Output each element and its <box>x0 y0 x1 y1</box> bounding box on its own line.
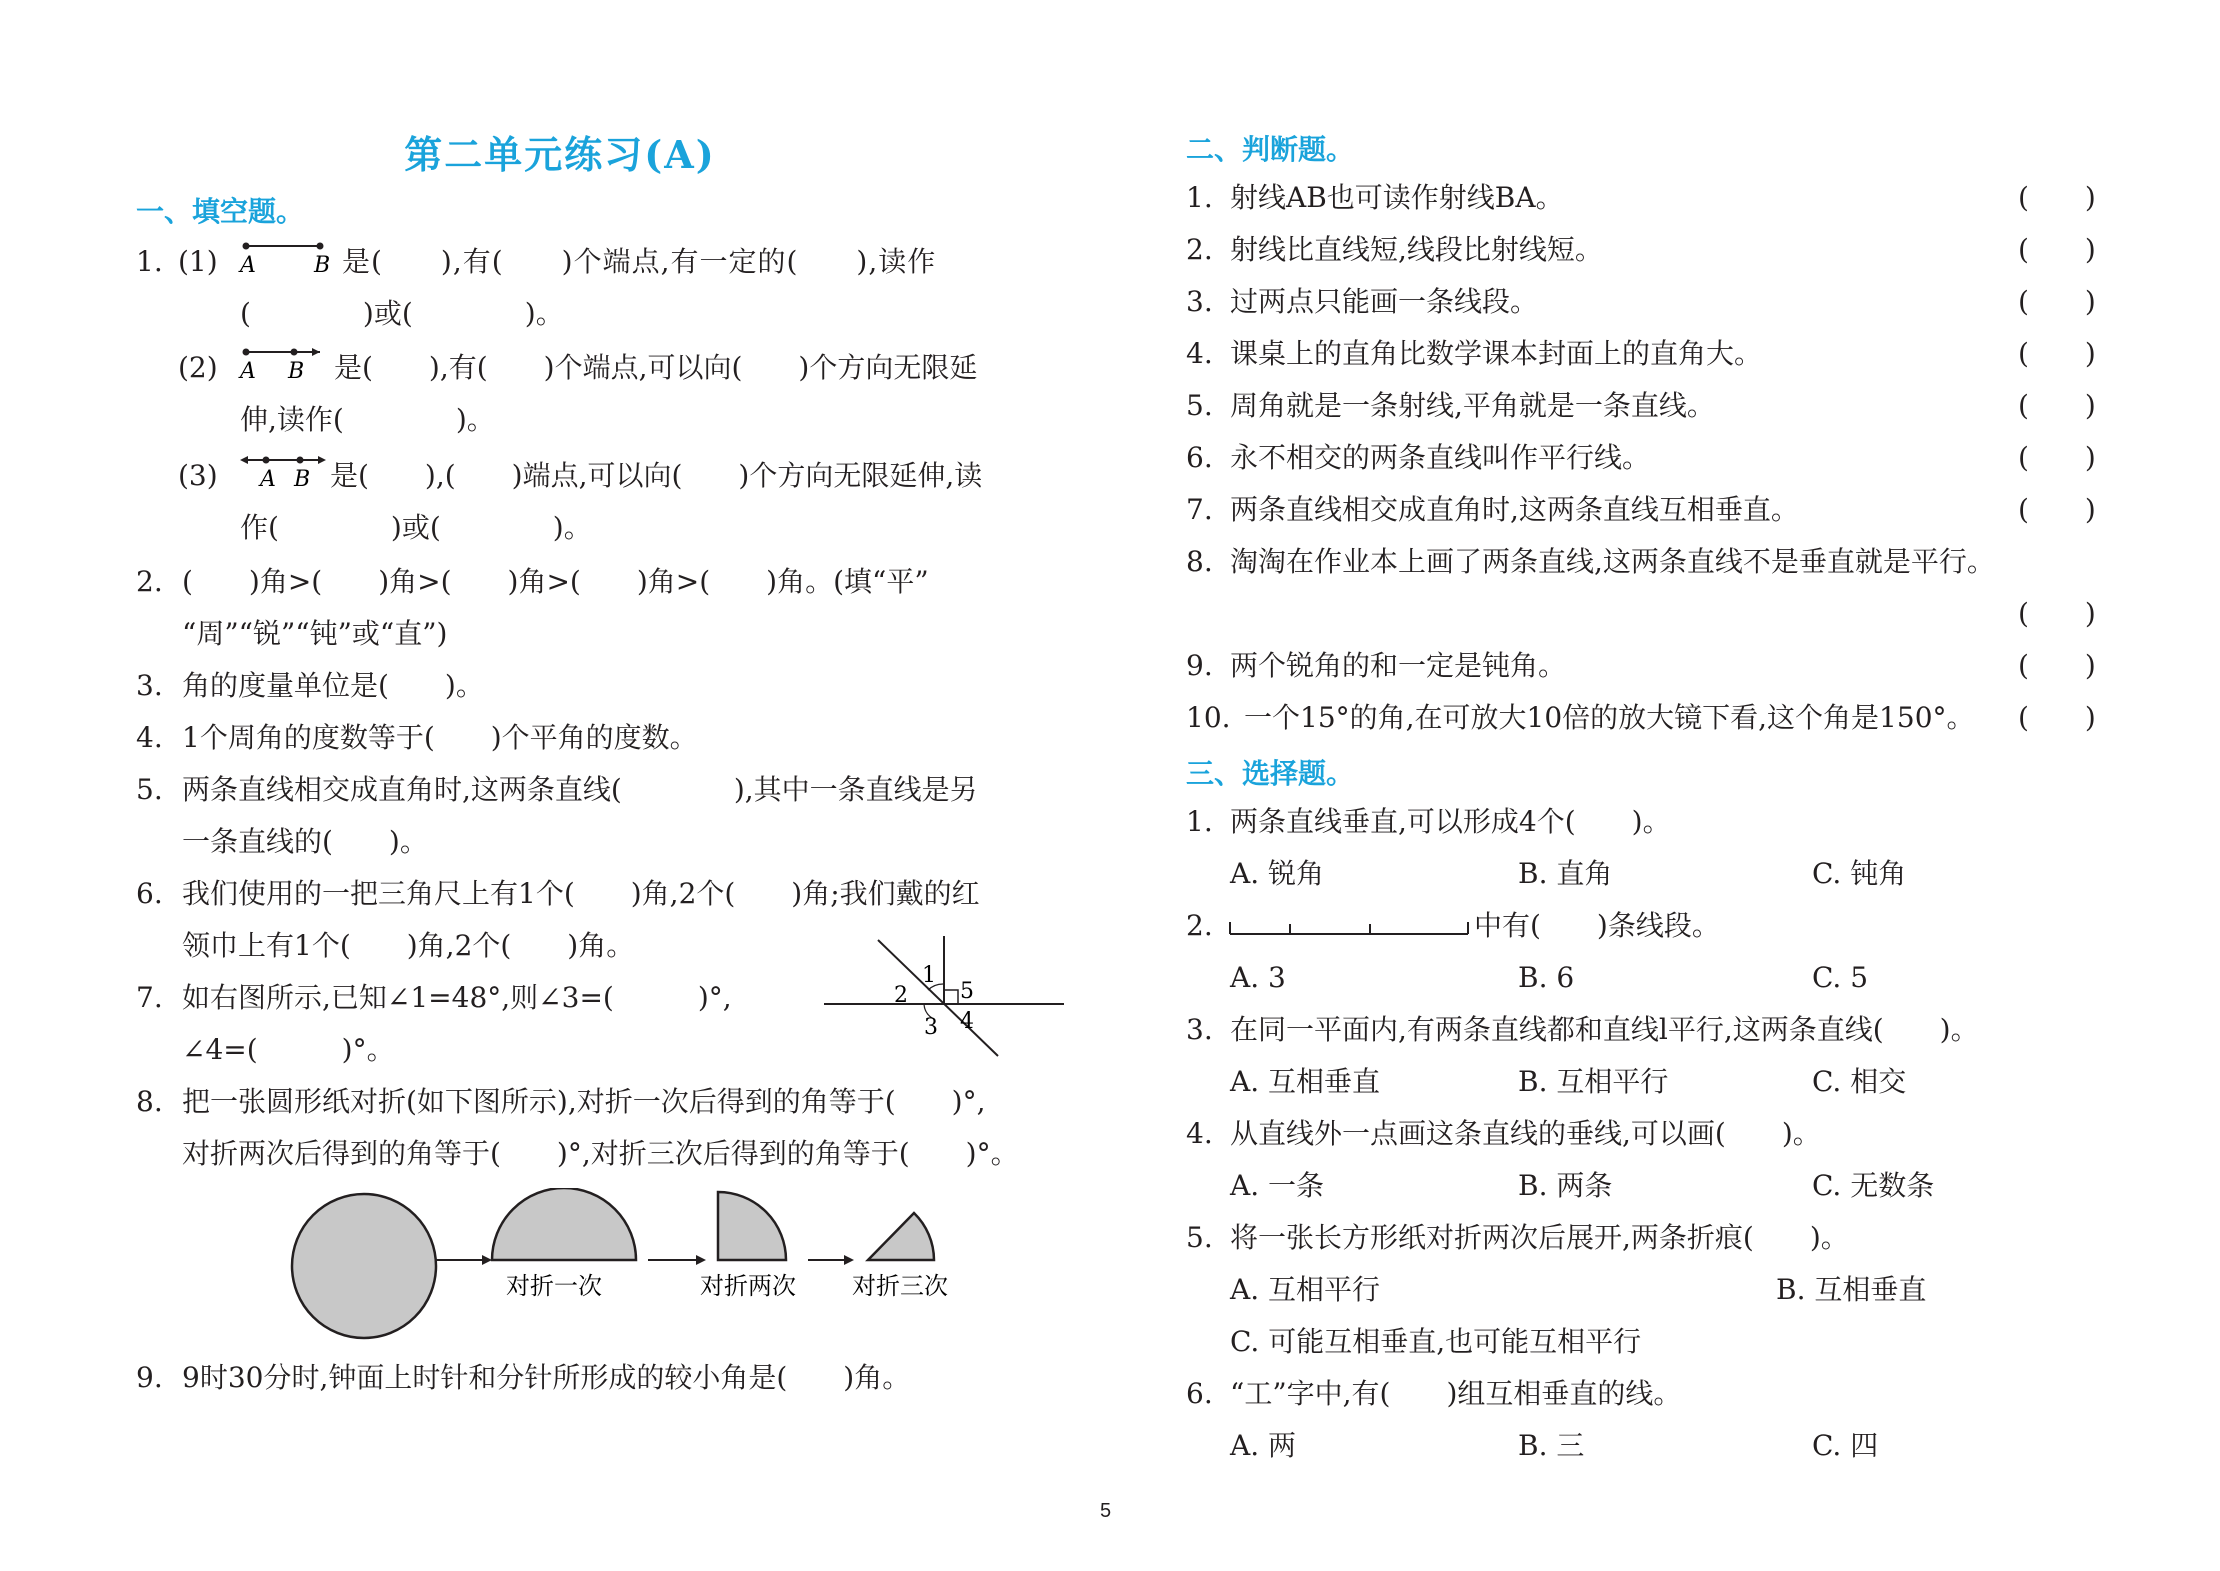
c5-option-c[interactable]: C. 可能互相垂直,也可能互相平行 <box>1230 1325 1642 1358</box>
q5-number: 5. <box>136 773 163 806</box>
c1-option-b[interactable]: B. 直角 <box>1518 857 1613 890</box>
q1-sub1-text: 是( ),有( )个端点,有一定的( ),读作 <box>342 245 937 278</box>
line-ab-figure <box>236 450 336 494</box>
q1-sub2-label: (2) <box>178 351 218 384</box>
section3-heading: 三、选择题。 <box>1186 757 1355 790</box>
c3-option-c[interactable]: C. 相交 <box>1812 1065 1907 1098</box>
judge-item-1-text: 射线AB也可读作射线BA。 <box>1230 181 1564 214</box>
q1-sub2-text: 是( ),有( )个端点,可以向( )个方向无限延 <box>334 351 978 384</box>
c6-number: 6. <box>1186 1377 1213 1410</box>
angle-2-label: 2 <box>894 983 908 1008</box>
c2-text: 中有( )条线段。 <box>1474 909 1720 942</box>
judge-item-7-number: 7. <box>1186 493 1213 526</box>
intersecting-lines-figure <box>820 930 1070 1060</box>
q3-text: 角的度量单位是( )。 <box>182 669 484 702</box>
q2-text: ( )角>( )角>( )角>( )角>( )角。(填“平” <box>182 565 929 598</box>
judge-item-10-text: 一个15°的角,在可放大10倍的放大镜下看,这个角是150°。 <box>1244 701 1975 734</box>
q1-sub2-cont: 伸,读作( )。 <box>240 403 495 436</box>
q9-number: 9. <box>136 1361 163 1394</box>
svg-text:B: B <box>288 359 305 384</box>
q3-number: 3. <box>136 669 163 702</box>
angle-5-label: 5 <box>960 979 974 1004</box>
judge-item-8-text: 淘淘在作业本上画了两条直线,这两条直线不是垂直就是平行。 <box>1230 545 1995 578</box>
point-b-label: B <box>314 253 331 278</box>
svg-text:A: A <box>240 359 256 384</box>
c4-text: 从直线外一点画这条直线的垂线,可以画( )。 <box>1230 1117 1821 1150</box>
judge-item-4-number: 4. <box>1186 337 1213 370</box>
judge-item-4-text: 课桌上的直角比数学课本封面上的直角大。 <box>1230 337 1763 370</box>
judge-item-5-answer-blank[interactable]: ( ) <box>2018 389 2096 422</box>
c1-text: 两条直线垂直,可以形成4个( )。 <box>1230 805 1671 838</box>
c1-number: 1. <box>1186 805 1213 838</box>
c4-option-a[interactable]: A. 一条 <box>1230 1169 1325 1202</box>
q1-sub1-label: (1) <box>178 245 218 278</box>
fold-thrice-caption: 对折三次 <box>852 1272 948 1300</box>
c3-option-a[interactable]: A. 互相垂直 <box>1230 1065 1381 1098</box>
c4-number: 4. <box>1186 1117 1213 1150</box>
angle-1-label: 1 <box>922 963 936 988</box>
segment-ab-figure <box>236 236 336 280</box>
q7-text: 如右图所示,已知∠1=48°,则∠3=( )°, <box>182 981 732 1014</box>
c4-option-b[interactable]: B. 两条 <box>1518 1169 1613 1202</box>
judge-item-6-number: 6. <box>1186 441 1213 474</box>
judge-item-1-number: 1. <box>1186 181 1213 214</box>
fold-twice-caption: 对折两次 <box>700 1272 796 1300</box>
q6-number: 6. <box>136 877 163 910</box>
c2-option-b[interactable]: B. 6 <box>1518 961 1575 994</box>
q6-cont: 领巾上有1个( )角,2个( )角。 <box>182 929 635 962</box>
c3-option-b[interactable]: B. 互相平行 <box>1518 1065 1669 1098</box>
judge-item-4-answer-blank[interactable]: ( ) <box>2018 337 2096 370</box>
q6-text: 我们使用的一把三角尺上有1个( )角,2个( )角;我们戴的红 <box>182 877 980 910</box>
q1-sub3-label: (3) <box>178 459 218 492</box>
c2-option-a[interactable]: A. 3 <box>1230 961 1286 994</box>
judge-item-2-answer-blank[interactable]: ( ) <box>2018 233 2096 266</box>
q1-sub1-cont: ( )或( )。 <box>240 297 564 330</box>
judge-item-2-number: 2. <box>1186 233 1213 266</box>
judge-item-10-number: 10. <box>1186 701 1231 734</box>
angle-3-label: 3 <box>924 1015 938 1040</box>
q9-text: 9时30分时,钟面上时针和分针所形成的较小角是( )角。 <box>182 1361 911 1394</box>
fold-once-caption: 对折一次 <box>506 1272 602 1300</box>
segment-ticks-figure <box>1228 912 1472 942</box>
judge-item-6-answer-blank[interactable]: ( ) <box>2018 441 2096 474</box>
q7-cont: ∠4=( )°。 <box>182 1033 395 1066</box>
angle-4-label: 4 <box>960 1009 974 1034</box>
judge-item-3-answer-blank[interactable]: ( ) <box>2018 285 2096 318</box>
judge-item-3-number: 3. <box>1186 285 1213 318</box>
c1-option-c[interactable]: C. 钝角 <box>1812 857 1907 890</box>
ray-ab-figure <box>236 342 336 386</box>
q4-number: 4. <box>136 721 163 754</box>
judge-item-5-text: 周角就是一条射线,平角就是一条直线。 <box>1230 389 1715 422</box>
c5-option-b[interactable]: B. 互相垂直 <box>1776 1273 1927 1306</box>
c1-option-a[interactable]: A. 锐角 <box>1230 857 1325 890</box>
q5-cont: 一条直线的( )。 <box>182 825 428 858</box>
c5-text: 将一张长方形纸对折两次后展开,两条折痕( )。 <box>1230 1221 1849 1254</box>
q8-text: 把一张圆形纸对折(如下图所示),对折一次后得到的角等于( )°, <box>182 1085 986 1118</box>
judge-item-7-answer-blank[interactable]: ( ) <box>2018 493 2096 526</box>
q8-cont: 对折两次后得到的角等于( )°,对折三次后得到的角等于( )°。 <box>182 1137 1019 1170</box>
c2-number: 2. <box>1186 909 1213 942</box>
judge-item-5-number: 5. <box>1186 389 1213 422</box>
judge-item-8-answer-blank[interactable]: ( ) <box>2018 597 2096 630</box>
svg-text:B: B <box>294 467 311 492</box>
judge-item-6-text: 永不相交的两条直线叫作平行线。 <box>1230 441 1651 474</box>
judge-item-1-answer-blank[interactable]: ( ) <box>2018 181 2096 214</box>
c3-text: 在同一平面内,有两条直线都和直线l平行,这两条直线( )。 <box>1230 1013 1979 1046</box>
c6-option-c[interactable]: C. 四 <box>1812 1429 1879 1462</box>
q2-cont: “周”“锐”“钝”或“直”) <box>182 617 448 650</box>
judge-item-9-answer-blank[interactable]: ( ) <box>2018 649 2096 682</box>
c4-option-c[interactable]: C. 无数条 <box>1812 1169 1935 1202</box>
q4-text: 1个周角的度数等于( )个平角的度数。 <box>182 721 698 754</box>
paper-folding-figure <box>286 1188 986 1348</box>
c5-option-a[interactable]: A. 互相平行 <box>1230 1273 1381 1306</box>
c5-number: 5. <box>1186 1221 1213 1254</box>
c6-text: “工”字中,有( )组互相垂直的线。 <box>1230 1377 1682 1410</box>
judge-item-8-number: 8. <box>1186 545 1213 578</box>
c2-option-c[interactable]: C. 5 <box>1812 961 1869 994</box>
page-title: 第二单元练习(A) <box>404 132 716 177</box>
judge-item-3-text: 过两点只能画一条线段。 <box>1230 285 1539 318</box>
judge-item-2-text: 射线比直线短,线段比射线短。 <box>1230 233 1603 266</box>
judge-item-10-answer-blank[interactable]: ( ) <box>2018 701 2096 734</box>
q1-sub3-text: 是( ),( )端点,可以向( )个方向无限延伸,读 <box>330 459 983 492</box>
judge-item-7-text: 两条直线相交成直角时,这两条直线互相垂直。 <box>1230 493 1799 526</box>
judge-item-9-text: 两个锐角的和一定是钝角。 <box>1230 649 1567 682</box>
point-a-label: A <box>240 253 256 278</box>
c6-option-b[interactable]: B. 三 <box>1518 1429 1585 1462</box>
q1-number: 1. <box>136 245 163 278</box>
q5-text: 两条直线相交成直角时,这两条直线( ),其中一条直线是另 <box>182 773 978 806</box>
q1-sub3-cont: 作( )或( )。 <box>240 511 592 544</box>
c3-number: 3. <box>1186 1013 1213 1046</box>
section2-heading: 二、判断题。 <box>1186 133 1355 166</box>
section1-heading: 一、填空题。 <box>136 195 305 228</box>
c6-option-a[interactable]: A. 两 <box>1230 1429 1297 1462</box>
q2-number: 2. <box>136 565 163 598</box>
judge-item-9-number: 9. <box>1186 649 1213 682</box>
svg-text:A: A <box>260 467 276 492</box>
q7-number: 7. <box>136 981 163 1014</box>
q8-number: 8. <box>136 1085 163 1118</box>
page-number: 5 <box>1100 1500 1112 1522</box>
